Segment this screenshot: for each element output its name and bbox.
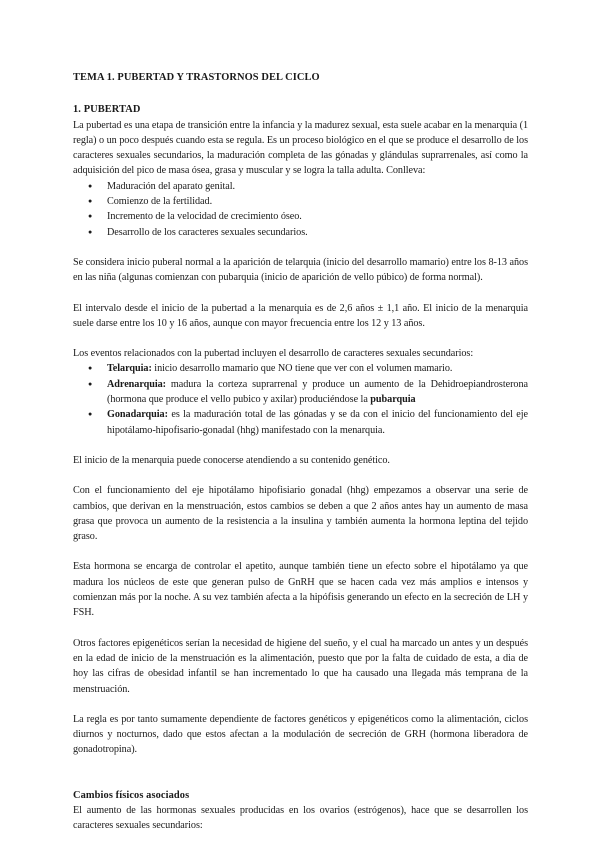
paragraph-eventos: Los eventos relacionados con la pubertad incluyen el desarrollo de caracteres sexuales secundarios: bbox=[73, 348, 474, 360]
list-item-adrenarquia: ● Adrenarquia: madura la corteza suprarrenal y produce un aumento de la Dehidroepiandrosterona (hormona que produce el vello pubico y axilar) produciéndose la pubarquia bbox=[73, 377, 528, 408]
paragraph-inicio-puberal: Se considera inicio puberal normal a la aparición de telarquia (inicio del desarrollo mamario) entre los 8-13 años en las niña (algunas comienzan con pubarquia (inicio de aparición de vello púbico) de forma normal). bbox=[73, 256, 528, 284]
term-telarquia: Telarquia: bbox=[107, 363, 152, 375]
term-adrenarquia: Adrenarquia: bbox=[107, 378, 167, 390]
paragraph-genetico: El inicio de la menarquia puede conocerse atendiendo a su contenido genético. bbox=[73, 454, 390, 466]
document-title: TEMA 1. PUBERTAD Y TRASTORNOS DEL CICLO bbox=[73, 72, 320, 83]
bullet-list-eventos bbox=[73, 361, 528, 437]
paragraph-intro: La pubertad es una etapa de transición entre la infancia y la madurez sexual, esta suele acabar en la menarquia (1 regla) o un poco después cuando esta se regula. Es un proceso biológico en el que se produce el desarrollo de los caracteres sexuales secundarios, la maduración completa de las gónadas y glándulas suprarrenales, así como la adquisición del pico de masa ósea, grasa y muscular y se logra la talla adulta. Conlleva: bbox=[73, 119, 528, 177]
document-page bbox=[73, 70, 528, 834]
list-item: ● Desarrollo de los caracteres sexuales secundarios. bbox=[73, 225, 528, 240]
term-gonadarquia: Gonadarquia: bbox=[107, 409, 168, 421]
term-pubarquia: pubarquia bbox=[370, 394, 416, 406]
paragraph-intervalo: El intervalo desde el inicio de la pubertad a la menarquia es de 2,6 años ± 1,1 año. El inicio de la menarquia suele darse entre los 10 y 16 años, aunque con mayor frecuencia entre los 12 y 13 años. bbox=[73, 302, 528, 329]
paragraph-eje: Con el funcionamiento del eje hipotálamo hipofisiario gonadal (hhg) empezamos a observar una serie de cambios, que derivan en la menstruación, estos cambios se deben a que 2 años antes hay un aumento de masa grasa que provoca un aumento de la resistencia a la insulina y también aumenta la hormona leptina del tejido graso. bbox=[73, 485, 528, 543]
bullet-list-conlleva bbox=[73, 179, 528, 240]
list-item: ● Incremento de la velocidad de crecimiento óseo. bbox=[73, 209, 528, 224]
list-item: ● Comienzo de la fertilidad. bbox=[73, 194, 528, 209]
paragraph-hormona: Esta hormona se encarga de controlar el apetito, aunque también tiene un efecto sobre el hipotálamo ya que madura los núcleos de este que generan pulso de GnRH que se hacen cada vez más amplios e intensos y comienzan más por la noche. A su vez también afecta a la hipófisis generando un efecto en la secreción de LH y FSH. bbox=[73, 561, 528, 619]
list-item-telarquia: ● Telarquia: inicio desarrollo mamario que NO tiene que ver con el volumen mamario. bbox=[73, 361, 528, 376]
list-item-gonadarquia: ● Gonadarquia: es la maduración total de las gónadas y se da con el inicio del funcionamiento del eje hipotálamo-hipofisario-gonadal (hhg) manifestado con la menarquia. bbox=[73, 407, 528, 438]
list-item: ● Maduración del aparato genital. bbox=[73, 179, 528, 194]
section-heading-pubertad: 1. PUBERTAD bbox=[73, 104, 141, 116]
paragraph-regla: La regla es por tanto sumamente dependiente de factores genéticos y epigenéticos como la alimentación, ciclos diurnos y nocturnos, dado que estos afectan a la modulación de secreción de GRH (hormona liberadora de gonadotropina). bbox=[73, 713, 528, 756]
paragraph-otros-factores: Otros factores epigenéticos serían la necesidad de higiene del sueño, y el cual ha marcado un antes y un después en la edad de inicio de la menstruación es la alimentación, puesto que por la falta de cuidado de esta, a dia de hoy las cifras de obesidad infantil se han incrementado lo que ha causado una llegada más temprana de la menstruación. bbox=[73, 637, 528, 695]
paragraph-cambios-intro: El aumento de las hormonas sexuales producidas en los ovarios (estrógenos), hace que se desarrollen los caracteres sexuales secundarios: bbox=[73, 804, 528, 832]
section-heading-cambios: Cambios físicos asociados bbox=[73, 789, 190, 801]
